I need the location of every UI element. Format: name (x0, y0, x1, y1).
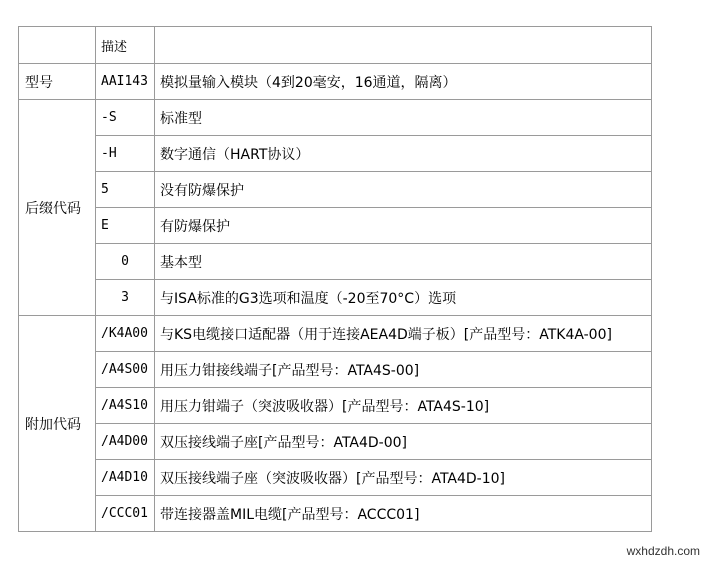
suffix-desc: 数字通信（HART协议） (155, 136, 652, 172)
option-row (19, 496, 652, 532)
suffix-code: -S (96, 100, 155, 136)
suffix-row (19, 208, 652, 244)
suffix-code: E (96, 208, 155, 244)
suffix-code: 0 (96, 244, 155, 280)
option-row (19, 316, 652, 352)
model-label: 型号 (19, 64, 96, 100)
suffix-desc: 没有防爆保护 (155, 172, 652, 208)
suffix-row (19, 280, 652, 316)
option-code: /A4D10 (96, 460, 155, 496)
suffix-desc: 与ISA标准的G3选项和温度（-20至70°C）选项 (155, 280, 652, 316)
model-desc: 模拟量输入模块（4到20毫安，16通道，隔离） (155, 64, 652, 100)
option-code: /K4A00 (96, 316, 155, 352)
option-desc: 用压力钳端子（突波吸收器）[产品型号：ATA4S-10] (155, 388, 652, 424)
suffix-label: 后缀代码 (19, 100, 96, 316)
suffix-desc: 标准型 (155, 100, 652, 136)
suffix-code: -H (96, 136, 155, 172)
suffix-row (19, 136, 652, 172)
model-code: AAI143 (96, 64, 155, 100)
option-desc: 双压接线端子座（突波吸收器）[产品型号：ATA4D-10] (155, 460, 652, 496)
option-code: /A4S00 (96, 352, 155, 388)
option-label: 附加代码 (19, 316, 96, 532)
option-desc: 与KS电缆接口适配器（用于连接AEA4D端子板）[产品型号：ATK4A-00] (155, 316, 652, 352)
suffix-row (19, 172, 652, 208)
option-desc: 双压接线端子座[产品型号：ATA4D-00] (155, 424, 652, 460)
option-row (19, 388, 652, 424)
option-row (19, 424, 652, 460)
option-row (19, 352, 652, 388)
option-desc: 带连接器盖MIL电缆[产品型号：ACCC01] (155, 496, 652, 532)
suffix-row (19, 100, 652, 136)
suffix-code: 5 (96, 172, 155, 208)
watermark-text: wxhdzdh.com (626, 544, 700, 558)
option-desc: 用压力钳接线端子[产品型号：ATA4S-00] (155, 352, 652, 388)
table-header-row (19, 27, 652, 64)
option-code: /CCC01 (96, 496, 155, 532)
header-empty-cell (19, 27, 96, 64)
suffix-row (19, 244, 652, 280)
option-row (19, 460, 652, 496)
header-code-cell: 描述 (96, 27, 155, 64)
suffix-desc: 基本型 (155, 244, 652, 280)
spec-table (18, 26, 652, 532)
suffix-desc: 有防爆保护 (155, 208, 652, 244)
option-code: /A4D00 (96, 424, 155, 460)
suffix-code: 3 (96, 280, 155, 316)
option-code: /A4S10 (96, 388, 155, 424)
header-desc-cell (155, 27, 652, 64)
model-row (19, 64, 652, 100)
